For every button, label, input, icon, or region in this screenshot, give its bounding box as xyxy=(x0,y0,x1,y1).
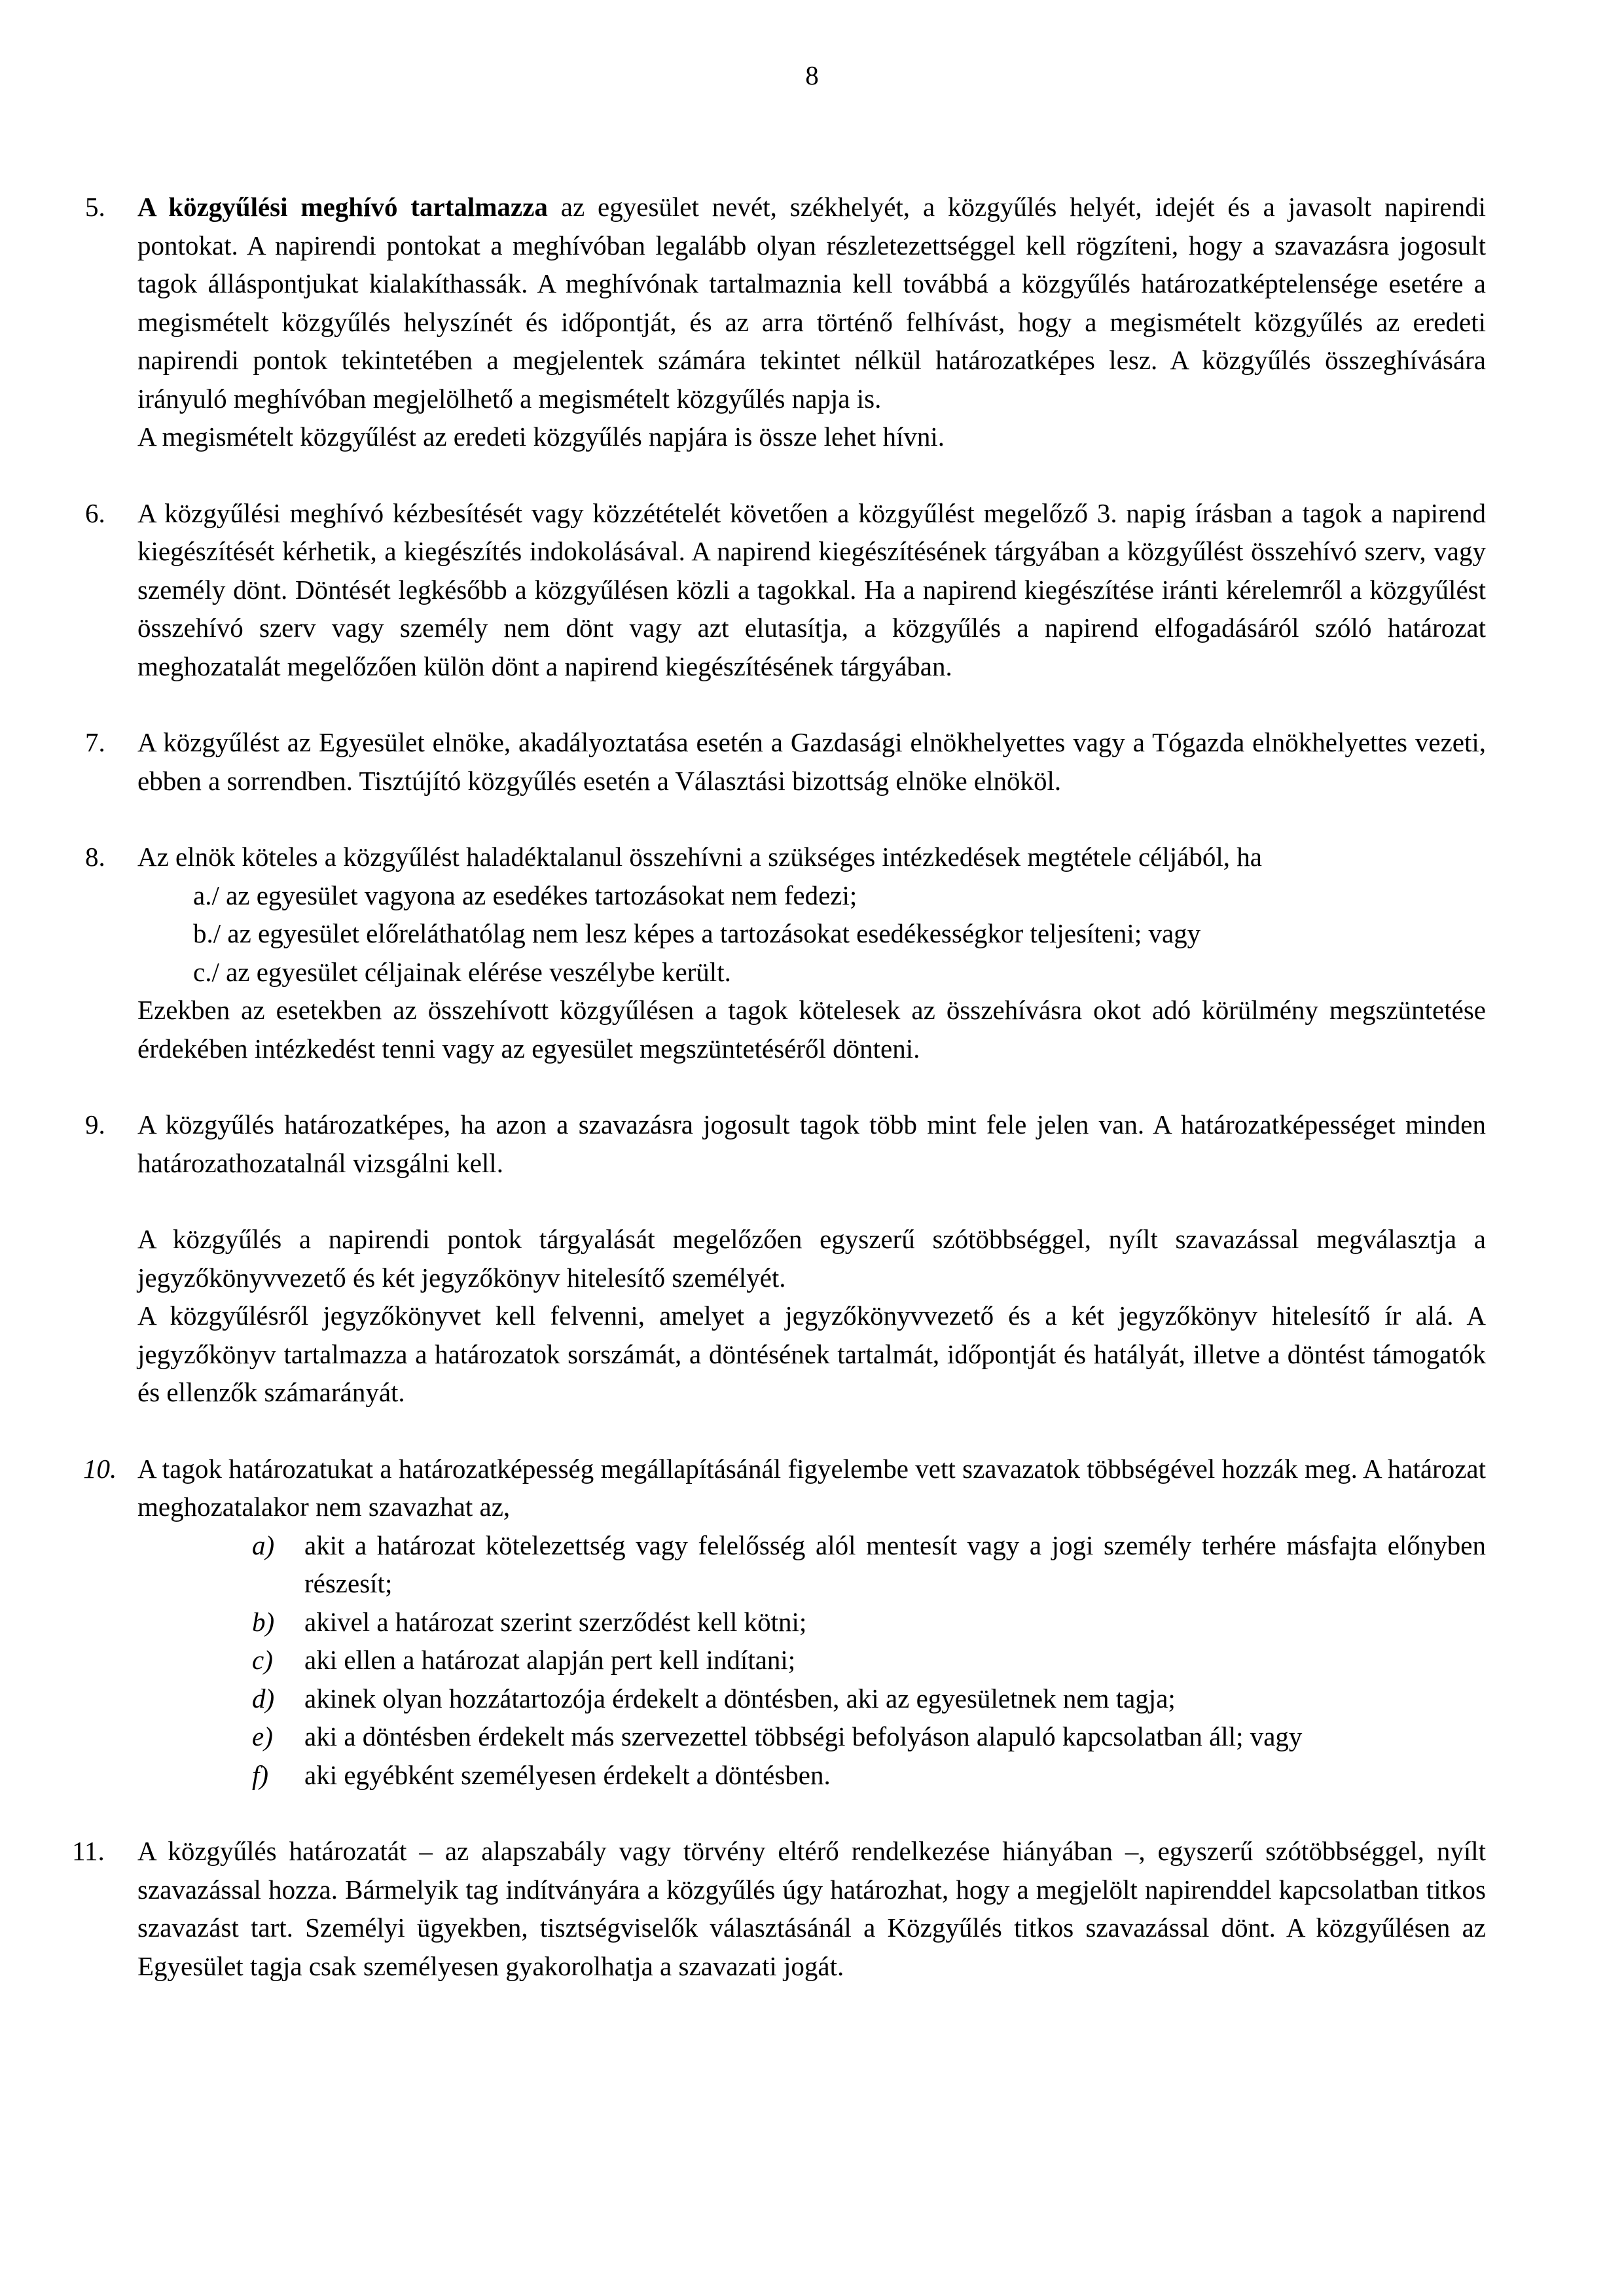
section-number: 7. xyxy=(85,727,105,757)
page-number: 8 xyxy=(805,60,819,90)
section-6 xyxy=(85,494,1486,686)
section-8-closing: Ezekben az esetekben az összehívott közgyűlésen a tagok kötelesek az összehívásra okot adó körülmény megszüntetése érdekében intézkedést tenni vagy az egyesület megszüntetéséről dönteni. xyxy=(137,995,1486,1064)
sub-text: akivel a határozat szerint szerződést kell kötni; xyxy=(304,1606,807,1637)
sub-text: aki egyébként személyesen érdekelt a döntésben. xyxy=(304,1759,831,1790)
section-8-sub-c: c./ az egyesület céljainak elérése veszélybe került. xyxy=(193,956,731,987)
section-8-sub-b: b./ az egyesület előreláthatólag nem lesz képes a tartozásokat esedékességkor teljesíteni; vagy xyxy=(193,918,1201,948)
section-6-paragraph: A közgyűlési meghívó kézbesítését vagy közzétételét követően a közgyűlést megelőző 3. napig írásban a tagok a napirend kiegészítését kérhetik, a kiegészítés indokolásával. A napirend kiegészítésének tárgyában a közgyűlést összehívó szerv, vagy személy dönt. Döntését legkésőbb a közgyűlésen közli a tagokkal. Ha a napirend kiegészítése iránti kérelemről a közgyűlést összehívó szerv vagy személy nem dönt vagy azt elutasítja, a közgyűlés a napirend elfogadásáról szóló határozat meghozatalát megelőzően külön dönt a napirend kiegészítésének tárgyában. xyxy=(137,497,1486,681)
sub-text: akinek olyan hozzátartozója érdekelt a döntésben, aki az egyesületnek nem tagja; xyxy=(304,1683,1176,1713)
sub-letter: a) xyxy=(252,1530,275,1560)
section-number: 6. xyxy=(85,497,105,528)
section-number: 9. xyxy=(85,1109,105,1139)
document-body xyxy=(72,188,1487,1985)
section-10-sub-a xyxy=(137,1526,1486,1603)
section-5-lead: A közgyűlési meghívó tartalmazza xyxy=(137,192,548,222)
section-11 xyxy=(72,1832,1486,1985)
section-9 xyxy=(85,1105,1486,1412)
sub-text: akit a határozat kötelezettség vagy felelősség alól mentesít vagy a jogi személy terhére másfajta előnyben részesít; xyxy=(304,1530,1486,1598)
section-10-sub-c xyxy=(137,1641,1486,1679)
section-10-intro: A tagok határozatukat a határozatképesség megállapításánál figyelembe vett szavazatok többségével hozzák meg. A határozat meghozatalakor nem szavazhat az, xyxy=(137,1453,1486,1522)
section-number: 11. xyxy=(72,1836,105,1866)
sub-letter: b) xyxy=(252,1606,275,1637)
sub-letter: e) xyxy=(252,1721,273,1751)
sub-letter: d) xyxy=(252,1683,275,1713)
section-7 xyxy=(85,723,1486,800)
section-10-sub-f xyxy=(137,1756,1486,1795)
section-5-paragraph xyxy=(137,188,1486,418)
section-8-sub-a: a./ az egyesület vagyona az esedékes tartozásokat nem fedezi; xyxy=(193,880,857,910)
section-7-paragraph: A közgyűlést az Egyesület elnöke, akadályoztatása esetén a Gazdasági elnökhelyettes vagy a Tógazda elnökhelyettes vezeti, ebben a sorrendben. Tisztújító közgyűlés esetén a Választási bizottság elnöke elnököl. xyxy=(137,727,1486,796)
sub-text: aki ellen a határozat alapján pert kell indítani; xyxy=(304,1645,796,1675)
sub-text: aki a döntésben érdekelt más szervezettel többségi befolyáson alapuló kapcsolatban áll; vagy xyxy=(304,1721,1303,1751)
section-number: 10. xyxy=(83,1453,117,1484)
section-10-sub-d xyxy=(137,1679,1486,1718)
sub-letter: f) xyxy=(252,1759,269,1790)
section-10-sub-b xyxy=(137,1603,1486,1641)
section-5-note: A megismételt közgyűlést az eredeti közgyűlés napjára is össze lehet hívni. xyxy=(137,422,945,452)
section-number: 8. xyxy=(85,842,105,872)
section-number: 5. xyxy=(85,192,105,222)
section-9-paragraph-3: A közgyűlésről jegyzőkönyvet kell felvenni, amelyet a jegyzőkönyvvezető és a két jegyzőkönyv hitelesítő ír alá. A jegyzőkönyv tartalmazza a határozatok sorszámát, a döntésének tartalmát, időpontját és hatályát, illetve a döntést támogatók és ellenzők számarányát. xyxy=(137,1300,1486,1407)
section-9-paragraph-2: A közgyűlés a napirendi pontok tárgyalását megelőzően egyszerű szótöbbséggel, nyílt szavazással megválasztja a jegyzőkönyvvezető és két jegyzőkönyv hitelesítő személyét. xyxy=(137,1224,1486,1293)
section-10 xyxy=(85,1450,1486,1795)
section-8-intro: Az elnök köteles a közgyűlést haladéktalanul összehívni a szükséges intézkedések megtétele céljából, ha xyxy=(137,842,1262,872)
section-11-paragraph: A közgyűlés határozatát – az alapszabály vagy törvény eltérő rendelkezése hiányában –, egyszerű szótöbbséggel, nyílt szavazással hozza. Bármelyik tag indítványára a közgyűlés úgy határozhat, hogy a megjelölt napirenddel kapcsolatban titkos szavazást tart. Személyi ügyekben, tisztségviselők választásánál a Közgyűlés titkos szavazással dönt. A közgyűlésen az Egyesület tagja csak személyesen gyakorolhatja a szavazati jogát. xyxy=(137,1836,1486,1981)
section-5-text: az egyesület nevét, székhelyét, a közgyűlés helyét, idejét és a javasolt napirendi pontokat. A napirendi pontokat a meghívóban legalább olyan részletezettséggel kell rögzíteni, hogy a szavazásra jogosult tagok álláspontjukat kialakíthassák. A meghívónak tartalmaznia kell továbbá a közgyűlés határozatképtelensége esetére a megismételt közgyűlés helyszínét és időpontját, és az arra történő felhívást, hogy a megismételt közgyűlés az eredeti napirendi pontok tekintetében a megjelentek számára tekintet nélkül határozatképes lesz. A közgyűlés összeghívására irányuló meghívóban megjelölhető a megismételt közgyűlés napja is. xyxy=(137,192,1487,414)
sub-letter: c) xyxy=(252,1645,273,1675)
section-10-sub-e xyxy=(137,1717,1486,1756)
section-8 xyxy=(85,838,1486,1067)
section-9-paragraph-1: A közgyűlés határozatképes, ha azon a szavazásra jogosult tagok több mint fele jelen van. A határozatképességet minden határozathozatalnál vizsgálni kell. xyxy=(137,1109,1486,1178)
section-5 xyxy=(85,188,1486,456)
